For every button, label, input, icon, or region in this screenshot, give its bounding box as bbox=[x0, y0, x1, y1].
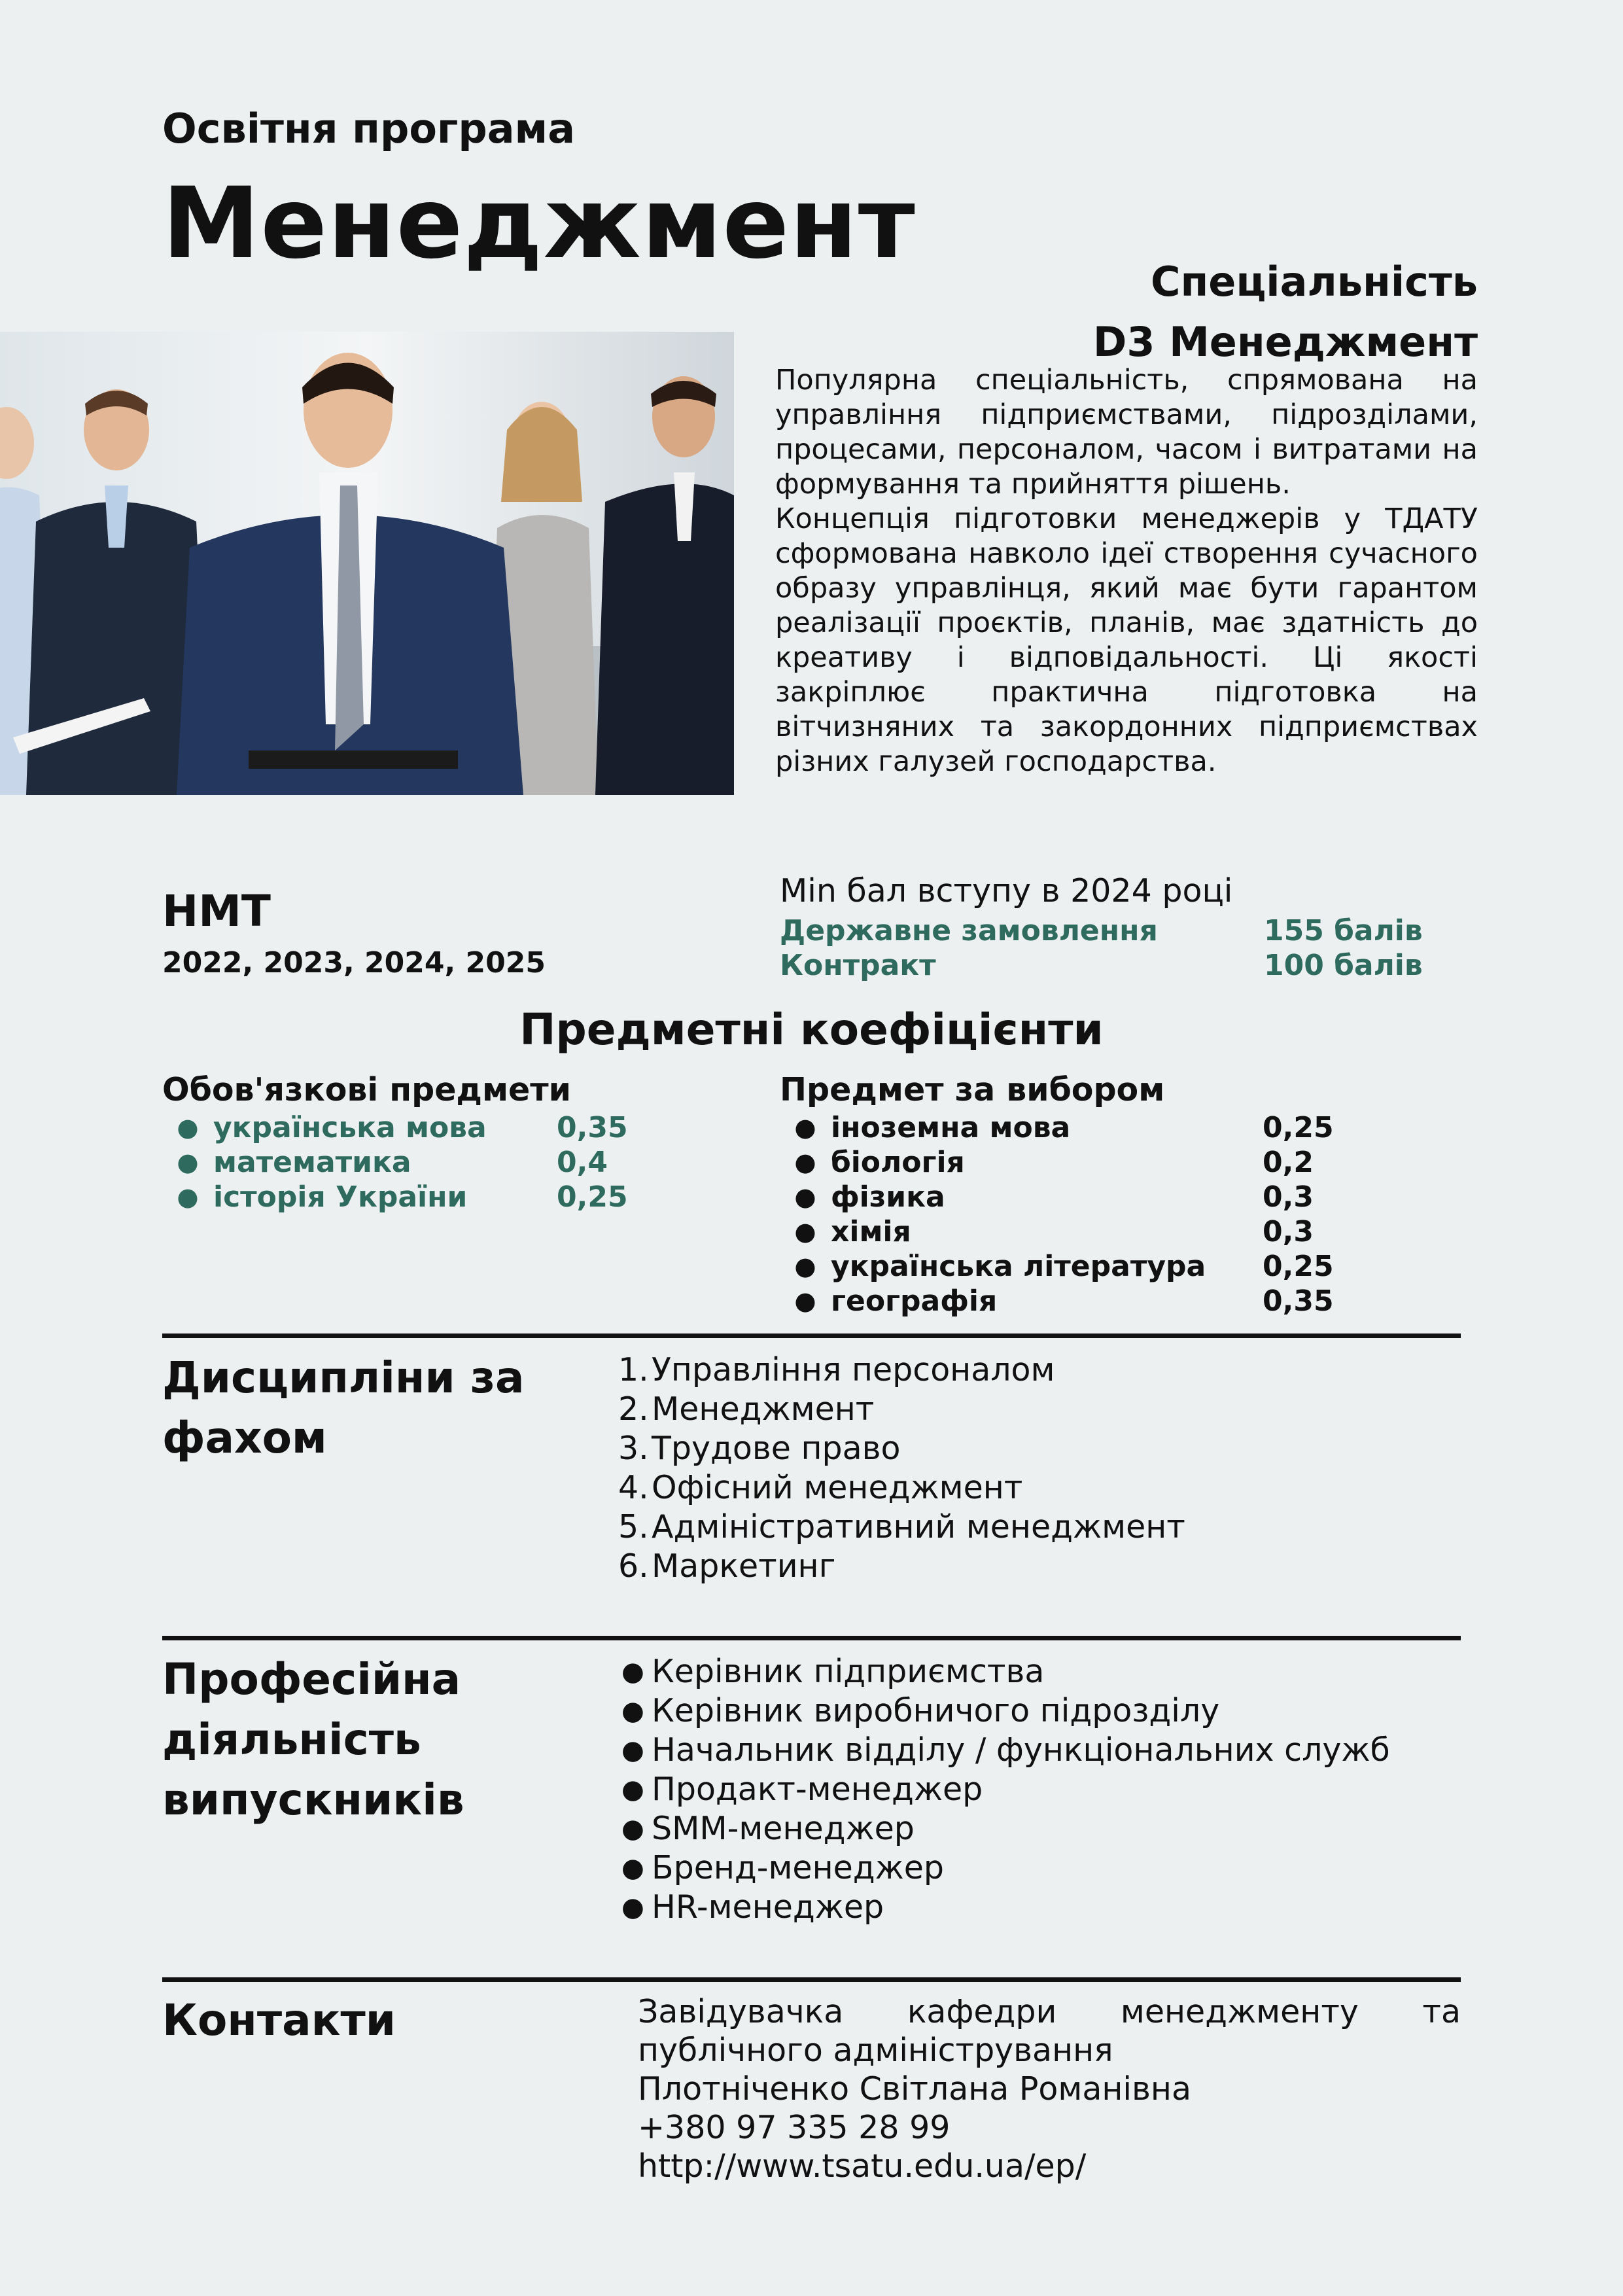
list-item: ● Начальник відділу / функціональних служб bbox=[621, 1731, 1390, 1769]
optional-subjects bbox=[780, 1070, 1334, 1318]
contact-word: кафедри bbox=[907, 1993, 1057, 2030]
nmt-label: НМТ bbox=[162, 886, 271, 936]
list-item: ● історія України 0,25 bbox=[177, 1180, 628, 1214]
list-item: ● Бренд-менеджер bbox=[621, 1849, 945, 1886]
list-item: ● географія 0,35 bbox=[794, 1284, 1334, 1318]
list-item: 6. Маркетинг bbox=[618, 1547, 836, 1585]
list-item: 5. Адміністративний менеджмент bbox=[618, 1508, 1185, 1545]
subject-name: українська мова bbox=[213, 1111, 487, 1144]
nmt-years: 2022, 2023, 2024, 2025 bbox=[162, 946, 546, 980]
discipline-name: Трудове право bbox=[652, 1430, 901, 1467]
list-item: ● українська література 0,25 bbox=[794, 1250, 1334, 1283]
career-name: SMM-менеджер bbox=[652, 1810, 915, 1847]
discipline-name: Управління персоналом bbox=[652, 1351, 1055, 1388]
disciplines-list bbox=[618, 1351, 1185, 1586]
team-photo-illustration bbox=[0, 332, 734, 795]
career-name: Керівник виробничого підрозділу bbox=[652, 1692, 1220, 1729]
careers-title-line: Професійна bbox=[162, 1654, 461, 1704]
subject-name: хімія bbox=[831, 1215, 911, 1248]
list-item: ● математика 0,4 bbox=[177, 1146, 608, 1179]
team-photo bbox=[0, 332, 734, 795]
mandatory-subjects bbox=[162, 1070, 628, 1214]
careers-title bbox=[162, 1650, 607, 1830]
discipline-name: Офісний менеджмент bbox=[652, 1469, 1023, 1506]
subject-name: математика bbox=[213, 1146, 411, 1179]
subject-coef: 0,3 bbox=[1263, 1180, 1314, 1214]
min-score-label: Контракт bbox=[780, 949, 936, 982]
discipline-name: Адміністративний менеджмент bbox=[652, 1508, 1185, 1545]
min-score-title: Min бал вступу в 2024 році bbox=[780, 872, 1233, 910]
contacts-info bbox=[638, 1992, 1461, 2185]
description-paragraph: Популярна спеціальність, спрямована на управління підприємствами, підрозділами, процесами, персоналом, часом і витратами на формування та прийняття рішень. bbox=[775, 364, 1478, 501]
list-item: ● HR-менеджер bbox=[621, 1888, 884, 1926]
list-item: ● Керівник виробничого підрозділу bbox=[621, 1692, 1220, 1729]
specialty-label: Спеціальність bbox=[1150, 258, 1478, 306]
subject-name: українська література bbox=[831, 1250, 1206, 1283]
description-paragraph: Концепція підготовки менеджерів у ТДАТУ сформована навколо ідеї створення сучасного образу управлінця, який має бути гарантом реалізації проєктів, планів, має здатність до креативу і відповідальності. Ці якості закріплює практична підготовка на вітчизняних та закордонних підприємствах різних галузей господарства. bbox=[775, 503, 1478, 778]
section-divider bbox=[162, 1977, 1461, 1982]
program-title: Менеджмент bbox=[162, 167, 916, 281]
list-item: ● біологія 0,2 bbox=[794, 1146, 1314, 1179]
subject-coef: 0,25 bbox=[1263, 1250, 1334, 1283]
list-item: 2. Менеджмент bbox=[618, 1390, 875, 1428]
subject-name: біологія bbox=[831, 1146, 965, 1179]
list-item: ● SMM-менеджер bbox=[621, 1810, 915, 1847]
specialty-name: D3 Менеджмент bbox=[1092, 318, 1478, 366]
contact-word: менеджменту bbox=[1120, 1993, 1359, 2030]
list-item: ● іноземна мова 0,25 bbox=[794, 1111, 1334, 1144]
list-item: 3. Трудове право bbox=[618, 1430, 901, 1467]
subject-name: фізика bbox=[831, 1180, 945, 1214]
subject-coef: 0,35 bbox=[1263, 1284, 1334, 1318]
program-description bbox=[775, 363, 1478, 779]
list-item: ● фізика 0,3 bbox=[794, 1180, 1314, 1214]
min-score-value: 100 балів bbox=[1264, 949, 1423, 982]
career-name: Начальник відділу / функціональних служб bbox=[652, 1731, 1390, 1769]
min-score-value: 155 балів bbox=[1264, 914, 1423, 947]
subject-name: географія bbox=[831, 1284, 998, 1318]
contact-word: Завідувачка bbox=[638, 1993, 844, 2030]
list-item: ● хімія 0,3 bbox=[794, 1215, 1314, 1248]
coefficients-title: Предметні коефіцієнти bbox=[519, 1004, 1104, 1055]
list-item: ● українська мова 0,35 bbox=[177, 1111, 628, 1144]
careers-title-line: діяльність bbox=[162, 1714, 421, 1765]
subject-coef: 0,4 bbox=[557, 1146, 608, 1179]
contacts-title: Контакти bbox=[162, 1995, 396, 2045]
subject-coef: 0,35 bbox=[557, 1111, 628, 1144]
min-score-block bbox=[780, 869, 1434, 983]
list-item: 4. Офісний менеджмент bbox=[618, 1469, 1023, 1506]
optional-title: Предмет за вибором bbox=[780, 1071, 1165, 1108]
section-divider bbox=[162, 1636, 1461, 1640]
careers-title-line: випускників bbox=[162, 1775, 464, 1825]
contact-website-link[interactable]: http://www.tsatu.edu.ua/ep/ bbox=[638, 2147, 1087, 2185]
list-item: 1. Управління персоналом bbox=[618, 1351, 1055, 1388]
discipline-name: Маркетинг bbox=[652, 1547, 836, 1585]
contact-phone[interactable]: +380 97 335 28 99 bbox=[638, 2109, 951, 2146]
subject-coef: 0,2 bbox=[1263, 1146, 1314, 1179]
disciplines-title-line: фахом bbox=[162, 1413, 327, 1463]
contact-position-line bbox=[638, 1992, 1461, 2031]
career-name: HR-менеджер bbox=[652, 1888, 884, 1926]
disciplines-title bbox=[162, 1348, 607, 1468]
mandatory-title: Обов'язкові предмети bbox=[162, 1071, 572, 1108]
program-subtitle: Освітня програма bbox=[162, 105, 576, 152]
subject-name: іноземна мова bbox=[831, 1111, 1071, 1144]
subject-coef: 0,25 bbox=[557, 1180, 628, 1214]
subject-coef: 0,3 bbox=[1263, 1215, 1314, 1248]
min-score-row bbox=[780, 948, 1434, 983]
list-item: ● Керівник підприємства bbox=[621, 1653, 1045, 1690]
min-score-row bbox=[780, 913, 1434, 948]
list-item: ● Продакт-менеджер bbox=[621, 1771, 983, 1808]
contact-word: та bbox=[1422, 1993, 1461, 2030]
section-divider bbox=[162, 1333, 1461, 1338]
career-name: Керівник підприємства bbox=[652, 1653, 1045, 1690]
subject-name: історія України bbox=[213, 1180, 468, 1214]
disciplines-title-line: Дисципліни за bbox=[162, 1352, 525, 1403]
contact-name: Плотніченко Світлана Романівна bbox=[638, 2070, 1191, 2108]
career-name: Бренд-менеджер bbox=[652, 1849, 945, 1886]
careers-list bbox=[618, 1652, 1390, 1927]
subject-coef: 0,25 bbox=[1263, 1111, 1334, 1144]
discipline-name: Менеджмент bbox=[652, 1390, 875, 1428]
contact-department: публічного адміністрування bbox=[638, 2032, 1113, 2069]
career-name: Продакт-менеджер bbox=[652, 1771, 983, 1808]
specialty-block bbox=[1093, 252, 1478, 372]
nmt-block bbox=[162, 883, 546, 980]
min-score-label: Державне замовлення bbox=[780, 914, 1158, 947]
